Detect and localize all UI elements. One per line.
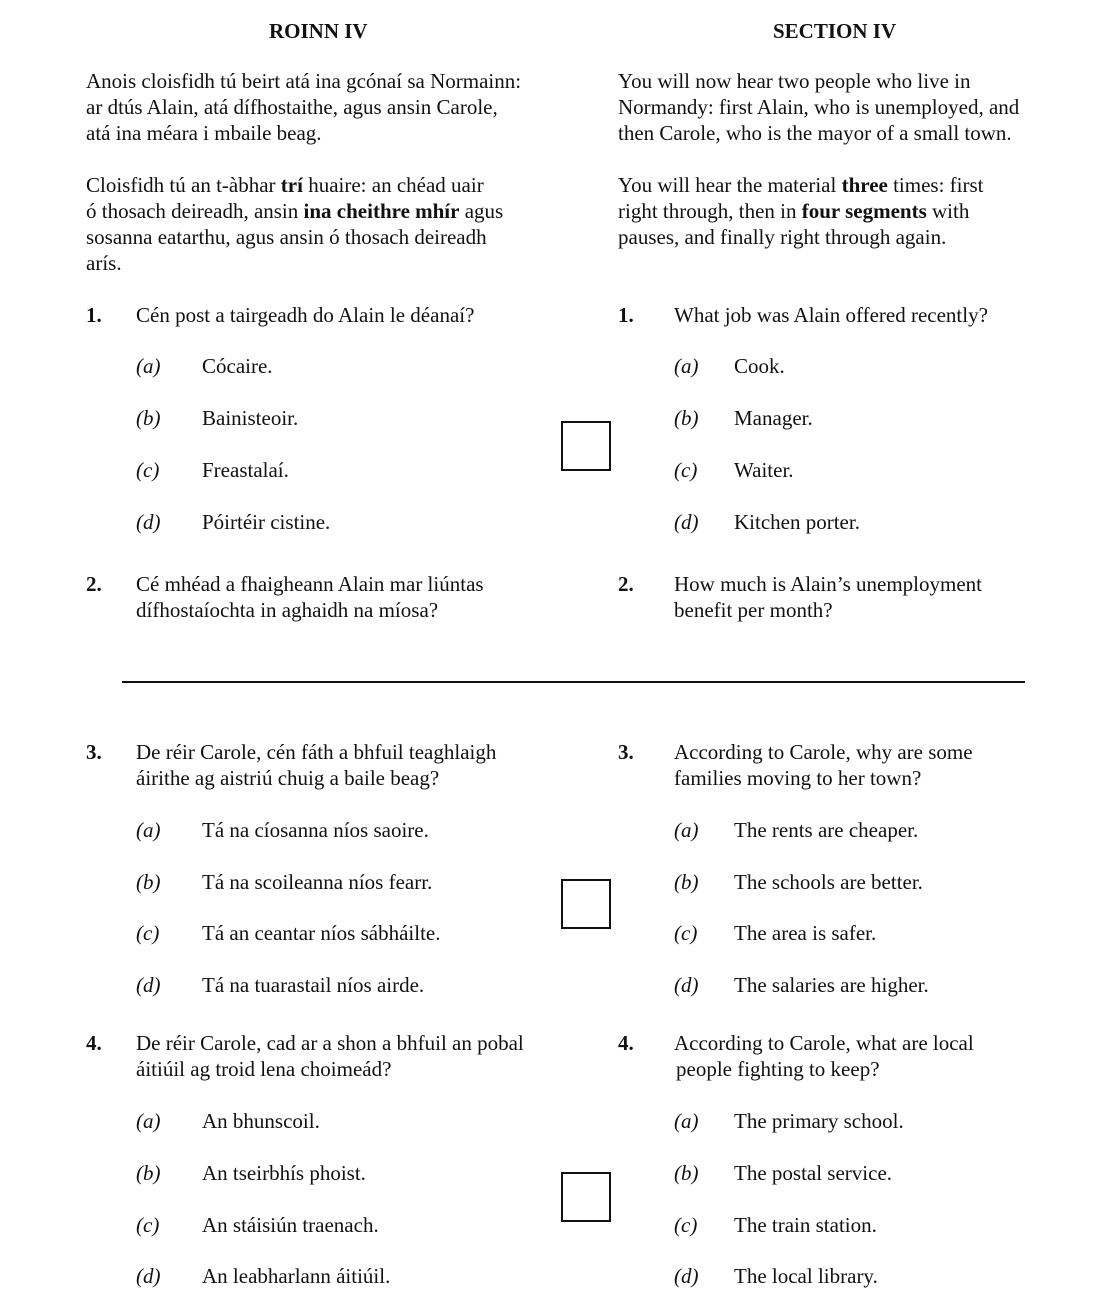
option-text-ga: Freastalaí.: [202, 458, 289, 482]
question-text-en: How much is Alain’s unemployment: [674, 572, 982, 596]
option-letter: (a): [136, 818, 161, 842]
option-letter: (b): [136, 1161, 161, 1185]
option-letter: (a): [136, 354, 161, 378]
option-letter: (c): [674, 921, 698, 945]
intro-ga-line: Anois cloisfidh tú beirt atá ina gcónaí sa Normainn:: [86, 69, 522, 93]
instructions-ga-line: Cloisfidh tú an t-àbhar trí huaire: an chéad uair: [86, 173, 484, 197]
intro-en-line: You will now hear two people who live in: [618, 69, 971, 93]
option-text-en: The rents are cheaper.: [734, 818, 919, 842]
option-text-ga: Bainisteoir.: [202, 406, 299, 430]
option-letter: (a): [674, 354, 699, 378]
question-number: 4.: [618, 1031, 634, 1055]
question-number: 2.: [618, 572, 634, 596]
option-text-en: The train station.: [734, 1213, 877, 1237]
question-number: 1.: [86, 303, 102, 327]
option-text-ga: Póirtéir cistine.: [202, 510, 331, 534]
question-number: 1.: [618, 303, 634, 327]
answer-line-q2[interactable]: [122, 681, 1025, 683]
question-text-en: families moving to her town?: [674, 766, 922, 790]
question-text-ga: áitiúil ag troid lena choimeád?: [136, 1057, 392, 1081]
option-letter: (c): [136, 458, 160, 482]
answer-box-q4[interactable]: [561, 1172, 611, 1222]
instructions-en-line: pauses, and finally right through again.: [618, 225, 947, 249]
option-letter: (b): [136, 870, 161, 894]
heading-english: SECTION IV: [773, 19, 897, 43]
option-text-en: The postal service.: [734, 1161, 893, 1185]
option-letter: (a): [136, 1109, 161, 1133]
option-letter: (c): [674, 1213, 698, 1237]
option-text-en: Cook.: [734, 354, 785, 378]
instructions-ga-line: arís.: [86, 251, 122, 275]
question-text-en: What job was Alain offered recently?: [674, 303, 988, 327]
option-text-en: The primary school.: [734, 1109, 904, 1133]
question-text-ga: De réir Carole, cad ar a shon a bhfuil an pobal: [136, 1031, 524, 1055]
instructions-ga-line: sosanna eatarthu, agus ansin ó thosach deireadh: [86, 225, 487, 249]
option-text-ga: Tá an ceantar níos sábháilte.: [202, 921, 441, 945]
intro-en-line: Normandy: first Alain, who is unemployed, and: [618, 95, 1020, 119]
option-text-en: Waiter.: [734, 458, 794, 482]
question-text-en: benefit per month?: [674, 598, 833, 622]
question-text-en: According to Carole, why are some: [674, 740, 973, 764]
option-letter: (c): [674, 458, 698, 482]
question-text-ga: dífhostaíochta in aghaidh na míosa?: [136, 598, 439, 622]
option-letter: (b): [674, 870, 699, 894]
option-text-ga: Tá na scoileanna níos fearr.: [202, 870, 433, 894]
option-text-en: The local library.: [734, 1264, 878, 1288]
option-text-ga: Tá na cíosanna níos saoire.: [202, 818, 429, 842]
option-letter: (d): [136, 973, 161, 997]
option-text-ga: An bhunscoil.: [202, 1109, 320, 1133]
option-letter: (d): [136, 510, 161, 534]
option-text-ga: An tseirbhís phoist.: [202, 1161, 366, 1185]
intro-en-line: then Carole, who is the mayor of a small town.: [618, 121, 1012, 145]
option-letter: (a): [674, 818, 699, 842]
option-text-ga: Cócaire.: [202, 354, 273, 378]
question-text-ga: Cén post a tairgeadh do Alain le déanaí?: [136, 303, 475, 327]
heading-irish: ROINN IV: [269, 19, 368, 43]
intro-ga-line: ar dtús Alain, atá dífhostaithe, agus ansin Carole,: [86, 95, 498, 119]
option-text-en: Manager.: [734, 406, 813, 430]
intro-ga-line: atá ina méara i mbaile beag.: [86, 121, 322, 145]
question-number: 3.: [618, 740, 634, 764]
question-text-ga: De réir Carole, cén fáth a bhfuil teaghlaigh: [136, 740, 497, 764]
question-number: 2.: [86, 572, 102, 596]
instructions-en-line: right through, then in four segments with: [618, 199, 970, 223]
question-text-ga: Cé mhéad a fhaigheann Alain mar liúntas: [136, 572, 484, 596]
question-text-ga: áirithe ag aistriú chuig a baile beag?: [136, 766, 440, 790]
option-text-ga: An leabharlann áitiúil.: [202, 1264, 391, 1288]
answer-box-q1[interactable]: [561, 421, 611, 471]
option-text-ga: An stáisiún traenach.: [202, 1213, 379, 1237]
instructions-en-line: You will hear the material three times: first: [618, 173, 984, 197]
question-number: 4.: [86, 1031, 102, 1055]
option-text-en: The area is safer.: [734, 921, 877, 945]
option-letter: (b): [136, 406, 161, 430]
option-letter: (d): [674, 1264, 699, 1288]
option-letter: (d): [674, 973, 699, 997]
question-text-en: According to Carole, what are local: [674, 1031, 974, 1055]
option-letter: (d): [136, 1264, 161, 1288]
option-text-en: The salaries are higher.: [734, 973, 929, 997]
option-letter: (a): [674, 1109, 699, 1133]
option-text-ga: Tá na tuarastail níos airde.: [202, 973, 425, 997]
question-number: 3.: [86, 740, 102, 764]
instructions-ga-line: ó thosach deireadh, ansin ina cheithre mhír agus: [86, 199, 504, 223]
option-letter: (b): [674, 406, 699, 430]
option-letter: (b): [674, 1161, 699, 1185]
option-letter: (d): [674, 510, 699, 534]
option-text-en: The schools are better.: [734, 870, 923, 894]
answer-box-q3[interactable]: [561, 879, 611, 929]
option-letter: (c): [136, 1213, 160, 1237]
option-letter: (c): [136, 921, 160, 945]
option-text-en: Kitchen porter.: [734, 510, 860, 534]
question-text-en: people fighting to keep?: [676, 1057, 880, 1081]
